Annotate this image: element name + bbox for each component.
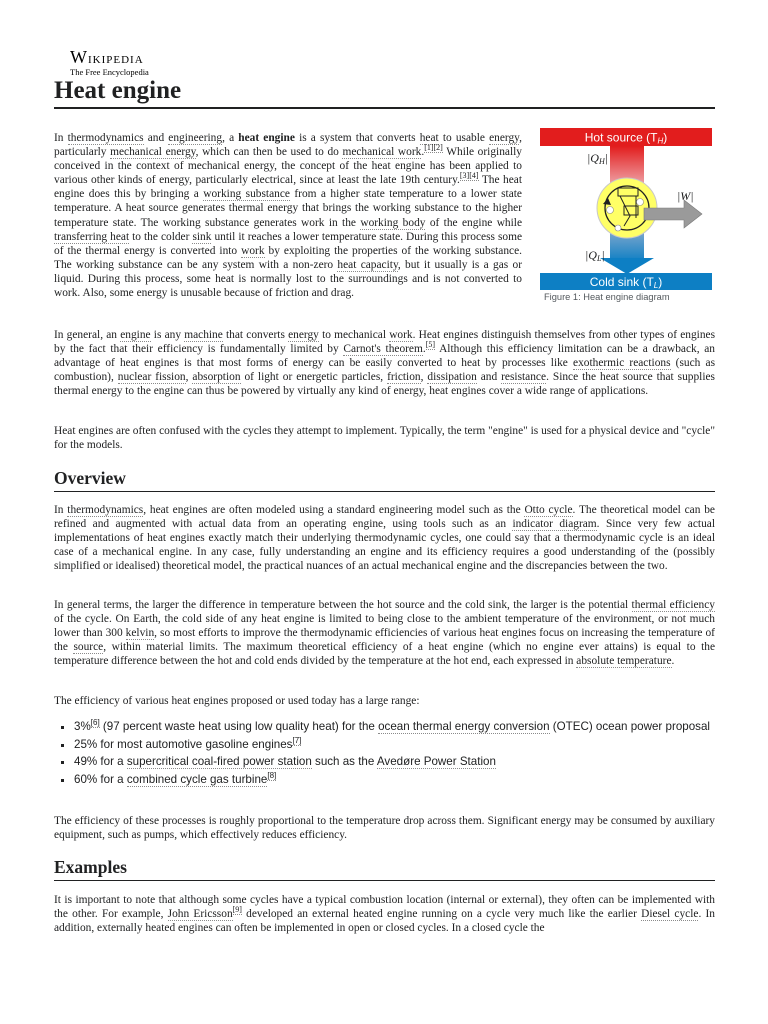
heat-engine-diagram: [540, 128, 716, 293]
link-heat-capacity[interactable]: heat capacity: [337, 258, 398, 271]
link-carnots-theorem[interactable]: Carnot's theorem: [343, 343, 423, 356]
logo-wordmark-rest: ikipedia: [88, 50, 144, 67]
ref-6[interactable]: [6]: [90, 718, 100, 728]
link-absolute-temperature[interactable]: absolute temperature: [576, 655, 672, 668]
link-nuclear-fission[interactable]: nuclear fission: [117, 371, 186, 384]
ref-5[interactable]: [5]: [425, 340, 436, 350]
ref-3-4[interactable]: [3][4]: [459, 171, 479, 181]
link-john-ericsson[interactable]: John Ericsson: [167, 908, 233, 921]
link-exothermic-reactions[interactable]: exothermic reactions: [573, 357, 671, 370]
link-work-2[interactable]: work: [389, 329, 413, 341]
link-engineering[interactable]: engineering: [168, 132, 223, 144]
link-thermodynamics[interactable]: thermodynamics: [67, 132, 144, 144]
wikipedia-logo[interactable]: [70, 49, 180, 77]
link-transferring-heat[interactable]: transferring heat: [54, 230, 130, 243]
link-energy-2[interactable]: energy: [288, 329, 319, 341]
link-supercritical-coal[interactable]: supercritical coal-fired power station: [126, 755, 312, 768]
heat-flow-arrowhead: [600, 258, 654, 274]
link-thermal-efficiency[interactable]: thermal efficiency: [631, 599, 715, 611]
ref-9[interactable]: [9]: [232, 905, 242, 915]
link-avedore-power-station[interactable]: Avedøre Power Station: [376, 755, 496, 768]
link-dissipation[interactable]: dissipation: [427, 371, 477, 384]
link-working-body[interactable]: working body: [360, 216, 426, 229]
engine-dot-left: [607, 207, 614, 214]
section-heading-examples: Examples: [54, 856, 715, 881]
intro-paragraph: In thermodynamics and engineering, a heat engine is a system that converts heat to usable energy, particularly mechanical energy, which can then be used to do mechanical work.[1][2] While originally conceived in the context of mechanical energy, the concept of the heat engine has been applied to various other kinds of energy, particularly electrical, since at least the late 19th century.[3][4] The heat engine does this by bringing a working substance from a higher state temperature to a lower state temperature. A heat source generates thermal energy that brings the working substance to the higher temperature state. The working substance generates work in the working body of the engine while transferring heat to the colder sink until it reaches a lower temperature state. During this process some of the thermal energy is converted into work by exploiting the properties of the working substance. The working substance can be any system with a non-zero heat capacity, but it usually is a gas or liquid. During this process, some heat is normally lost to the surroundings and is not converted to work. Also, some energy is unusable because of friction and drag.: [54, 132, 523, 300]
cycles-paragraph: Heat engines are often confused with the cycles they attempt to implement. Typically, the term "engine" is used for a physical device and "cycle" for the models.: [54, 425, 715, 452]
link-source[interactable]: source: [73, 641, 104, 654]
general-paragraph: In general, an engine is any machine that converts energy to mechanical work. Heat engines distinguish themselves from other types of engines by the fact that their efficiency is fundamentally limited by Carnot's theorem.[5] Although this efficiency limitation can be a drawback, an advantage of heat engines is that most forms of energy can be easily converted to heat by processes like exothermic reactions (such as combustion), nuclear fission, absorption of light or energetic particles, friction, dissipation and resistance. Since the heat source that supplies thermal energy to the engine can thus be powered by virtually any kind of energy, heat engines cover a wide range of applications.: [54, 329, 716, 398]
proportional-paragraph: The efficiency of these processes is roughly proportional to the temperature drop across them. Significant energy may be consumed by auxiliary equipment, such as pumps, which effectively reduces efficiency.: [54, 815, 715, 842]
figure-caption: Figure 1: Heat engine diagram: [544, 292, 670, 302]
link-machine[interactable]: machine: [184, 329, 223, 341]
logo-tagline: The Free Encyclopedia: [70, 67, 149, 77]
term-heat-engine: heat engine: [238, 132, 295, 144]
list-item: ▪ 49% for a supercritical coal-fired power station such as the Avedøre Power Station: [74, 755, 735, 769]
logo-wordmark: Wikipedia: [70, 47, 144, 67]
link-otto-cycle[interactable]: Otto cycle: [524, 504, 573, 516]
efficiency-list: [54, 720, 735, 790]
link-resistance[interactable]: resistance: [501, 371, 547, 384]
ref-8[interactable]: [8]: [267, 770, 277, 780]
ref-1-2[interactable]: [1][2]: [424, 143, 443, 153]
overview-paragraph-2: In general terms, the larger the difference in temperature between the hot source and the cold sink, the larger is the potential thermal efficiency of the cycle. On Earth, the cold side of any heat engine is limited to being close to the ambient temperature of the environment, or not much lower than 300 kelvin, so most efforts to improve the thermodynamic efficiencies of various heat engines focus on increasing the temperature of the source, within material limits. The maximum theoretical efficiency of a heat engine (which no engine ever attains) is equal to the temperature difference between the hot and cold ends divided by the temperature at the hot end, each expressed in absolute temperature.: [54, 599, 715, 668]
link-energy[interactable]: energy: [489, 132, 520, 144]
link-kelvin[interactable]: kelvin: [125, 627, 155, 640]
link-combined-cycle[interactable]: combined cycle gas turbine: [126, 772, 268, 786]
link-work[interactable]: work: [241, 244, 265, 257]
list-item: ▪ 60% for a combined cycle gas turbine[8]: [74, 773, 735, 787]
link-indicator-diagram[interactable]: indicator diagram: [512, 518, 597, 531]
examples-paragraph: It is important to note that although some cycles have a typical combustion location (internal or external), they often can be implemented with the other. For example, John Ericsson[9] developed an external heated engine running on a cycle very much like the earlier Diesel cycle. In addition, externally heated engines can often be implemented in open or closed cycles. In a closed cycle the: [54, 894, 715, 935]
link-thermodynamics-2[interactable]: thermodynamics: [67, 504, 144, 516]
link-friction[interactable]: friction: [387, 371, 421, 384]
link-heat[interactable]: heat: [419, 132, 439, 144]
list-item: ▪ 25% for most automotive gasoline engines[7]: [74, 738, 735, 752]
link-sink[interactable]: sink: [192, 230, 212, 243]
engine-dot-bottom: [615, 225, 621, 231]
link-absorption[interactable]: absorption: [192, 371, 241, 384]
efficiency-range-intro: The efficiency of various heat engines proposed or used today has a large range:: [54, 695, 420, 707]
cold-sink-label: Cold sink (TL): [589, 275, 663, 290]
page-title: Heat engine: [54, 76, 715, 109]
heat-engine-figure: [540, 128, 716, 302]
qc-label: |QL|: [585, 248, 605, 263]
link-diesel-cycle[interactable]: Diesel cycle: [641, 908, 699, 921]
ref-7[interactable]: [7]: [292, 735, 302, 745]
link-mechanical-work[interactable]: mechanical work: [342, 146, 422, 159]
list-item: ▪ 3%[6] (97 percent waste heat using low quality heat) for the ocean thermal energy conversion (OTEC) ocean power proposal: [74, 720, 735, 734]
link-mechanical-energy[interactable]: mechanical energy: [110, 146, 196, 159]
link-working-substance[interactable]: working substance: [203, 188, 290, 201]
link-engine[interactable]: engine: [120, 329, 151, 341]
qh-label: |QH|: [587, 151, 609, 166]
engine-dot-right: [637, 199, 644, 206]
overview-paragraph-1: In thermodynamics, heat engines are often modeled using a standard engineering model such as the Otto cycle. The theoretical model can be refined and augmented with actual data from an operating engine, using tools such as an indicator diagram. Since very few actual implementations of heat engines exactly match their underlying thermodynamic cycles, one could say that a thermodynamic cycle is an ideal case of a mechanical engine. In any case, fully understanding an engine and its efficiency requires a good understanding of the (possibly simplified or idealised) theoretical model, the practical nuances of an actual mechanical engine and the discrepancies between the two.: [54, 504, 716, 573]
link-otec[interactable]: ocean thermal energy conversion: [378, 720, 550, 733]
hot-source-label: Hot source (TH): [584, 130, 668, 146]
w-label: |W|: [677, 189, 694, 203]
section-heading-overview: Overview: [54, 467, 715, 492]
